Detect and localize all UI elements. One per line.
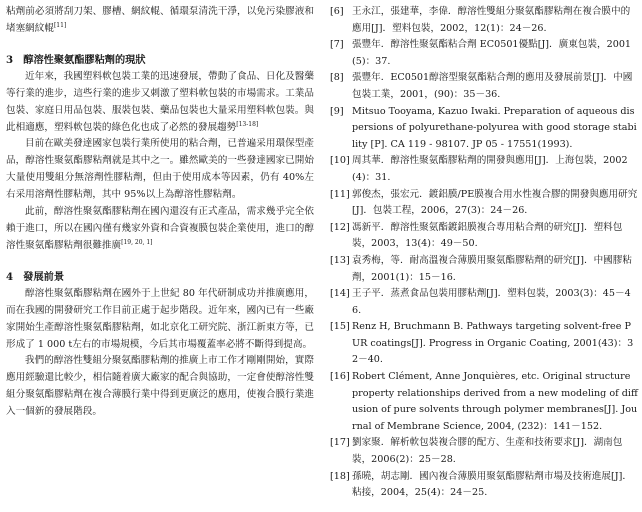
section-4-heading: 4 發展前景: [6, 270, 65, 283]
reference-item: [6] 王永江，張建華，李偉．醇溶性雙組分聚氨酯膠粘劑在複合膜中的應用[J]．塑料包裝，2002，12(1)：24－26.: [330, 6, 631, 34]
reference-item: [16] Robert Clément, Anne Jonquières, etc. Original structure property relationships derived from a new modeling of diffusion of pure solvents through polymer membranes[J]. Journal of Membrane Science, 2004, (232)：141－152.: [330, 371, 638, 432]
reference-item: [7] 張豐年．醇溶性聚氨酯粘合劑 EC0501優點[J]．廣東包裝，2001(5)：37.: [330, 39, 632, 67]
references-column: [330, 4, 638, 502]
citation: [11]: [53, 21, 67, 29]
reference-item: [12] 馮新平．醇溶性聚氨酯鍍鋁膜複合專用粘合劑的研究[J]．塑料包裝，2003，13(4)：49－50.: [330, 221, 623, 250]
reference-item: [18] 孫曉，胡志剛．國內複合薄膜用聚氨酯膠粘劑市場及技術進展[J]．粘接，2004，25(4)：24－25.: [330, 470, 632, 499]
reference-item: [10] 周其華．醇溶性聚氨酯膠粘劑的開發與應用[J]．上海包裝，2002(4)：31.: [330, 155, 628, 183]
section-3-paragraph-1: 近年來，我國塑料軟包裝工業的迅速發展，帶動了食品、日化及醫藥等行業的進步，這些行業的進步又刺激了塑料軟包裝的市場需求。工業品包裝、家庭日用品包裝、服裝包裝、藥品包裝也大量采用塑料軟包裝。與此相適應，塑料軟包裝的綠色化也成了必然的發展趨勢[13-18]: [6, 70, 314, 133]
reference-item: [11] 郭俊杰，張宏元．鍍鋁膜/PE膜複合用水性複合膠的開發與應用研究[J]．包裝工程，2006，27(3)：24－26.: [330, 188, 638, 217]
citation: [19, 20, 1]: [121, 238, 153, 246]
section-3-paragraph-3: 此前，醇溶性聚氨酯膠粘劑在國內還沒有正式產品，需求幾乎完全依賴于進口，所以在國內僅有幾家外資和合資複膜包裝企業使用，進口的醇溶性聚氨酯膠粘劑很難推廣[19, 20, 1]: [6, 206, 314, 251]
section-3-paragraph-2: 目前在歐美發達國家包裝行業所使用的粘合劑，已普遍采用環保型產品，醇溶性聚氨酯膠粘劑就是其中之一。雖然歐美的一些發達國家已開始大量使用雙組分無溶劑性膠粘劑，但由于使用成本等因素，仍有 40%左右采用溶劑性膠粘劑，其中 95%以上為醇溶性膠粘劑。: [6, 138, 314, 201]
reference-item: [13] 袁秀梅，等．耐高溫複合薄膜用聚氨酯膠粘劑的研究[J]．中國膠粘劑，2001(1)：15－16.: [330, 254, 632, 283]
reference-item: [8] 張豐年．EC0501醇溶型聚氨酯粘合劑的應用及發展前景[J]．中國包裝工業，2001，(90)：35－36.: [330, 72, 633, 100]
reference-item: [14] 王子平．蒸煮食品包裝用膠粘劑[J]．塑料包裝，2003(3)：45－46.: [330, 288, 631, 316]
reference-item: [17] 劉家聚．解析軟包裝複合膠的配方、生產和技術要求[J]．湖南包裝，2006(2)：25－28.: [330, 437, 623, 466]
section-4-paragraph-1: 醇溶性聚氨酯膠粘劑在國外于上世紀 80 年代研制成功并推廣應用，而在我國的開發研究工作目前正處于起步階段。近年來，國內已有一些廠家開始生產醇溶性聚氨酯膠粘劑，如北京化工研究院、浙江新東方等，已形成了 1 000 t左右的市場規模，今后其市場覆蓋率必將不斷得到提高。: [6, 287, 314, 350]
reference-item: [9] Mitsuo Tooyama, Kazuo Iwaki. Preparation of aqueous dispersions of polyurethane-polyurea with good storage stability [P]. CA 119 - 98107. JP 05 - 17551(1993).: [330, 105, 637, 150]
reference-item: [15] Renz H, Bruchmann B. Pathways targeting solvent-free PUR coatings[J]. Progress in Organic Coating, 2001(43)：32－40.: [330, 321, 634, 366]
section-3-heading: 3 醇溶性聚氨酯膠粘劑的現狀: [6, 53, 146, 66]
citation: [13-18]: [236, 120, 259, 128]
left-column: [6, 4, 314, 421]
intro-paragraph: 粘劑前必須將刮刀架、膠槽、網紋輥、循環泵清洗干淨，以免污染膠液和堵塞網紋輥[11]: [6, 6, 314, 34]
section-4-paragraph-2: 我們的醇溶性雙組分聚氨酯膠粘劑的推廣上市工作才剛剛開始，實際應用經驗還比較少，相信隨着廣大廠家的配合與協助，一定會使醇溶性雙組分聚氨酯膠粘劑在複合薄膜行業中得到更廣泛的應用，使複合膜行業進入一個新的發展階段。: [6, 355, 314, 418]
